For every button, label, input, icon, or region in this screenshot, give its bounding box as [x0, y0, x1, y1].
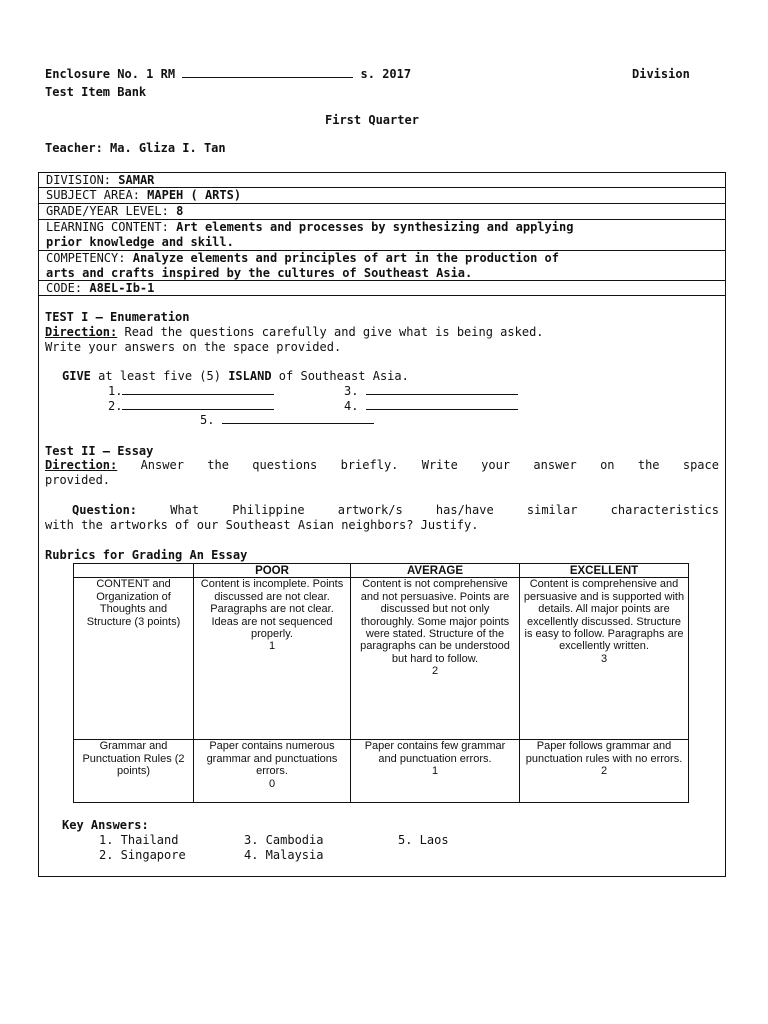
test2-direction: Direction: Answer the questions briefly. Write your answer on the space	[45, 458, 719, 472]
division-word: Division	[632, 67, 690, 81]
answer-blank-4[interactable]: 4.	[344, 399, 518, 413]
test1-title: TEST I – Enumeration	[45, 310, 190, 324]
key-answer-2: 2. Singapore	[99, 848, 186, 862]
rubric-header-blank	[74, 564, 194, 578]
answer-blank-2[interactable]: 2.	[108, 399, 274, 413]
test1-direction: Direction: Read the questions carefully and give what is being asked.	[45, 325, 544, 339]
test1-direction-2: Write your answers on the space provided.	[45, 340, 342, 354]
key-answer-4: 4. Malaysia	[244, 848, 324, 862]
key-answer-1: 1. Thailand	[99, 833, 179, 847]
teacher-line: Teacher: Ma. Gliza I. Tan	[45, 141, 226, 155]
rubric-score: 3	[600, 652, 608, 665]
code-row: CODE: A8EL-Ib-1	[39, 281, 725, 296]
essay-question-2: with the artworks of our Southeast Asian neighbors? Justify.	[45, 518, 479, 532]
rubric-row-content	[74, 578, 689, 740]
rubric-score: 0	[268, 777, 276, 790]
rubric-cell-average: Content is not comprehensive and not persuasive. Points are discussed but not only thoroughly. Some major points were stated. Structure of the paragraphs can be understood but hard to follow. 2	[351, 578, 520, 740]
enclosure-blank	[182, 67, 353, 78]
grade-row: GRADE/YEAR LEVEL: 8	[39, 204, 725, 220]
test2-title: Test II – Essay	[45, 444, 154, 458]
rubric-cell-excellent: Content is comprehensive and persuasive and is supported with details. All major points are excellently discussed. Structure is easy to follow. Paragraphs are excellently written. 3	[520, 578, 689, 740]
essay-question: Question: What Philippine artwork/s has/have similar characteristics	[72, 503, 719, 517]
rubric-cell-average: Paper contains few grammar and punctuation errors. 1	[351, 740, 520, 803]
rubric-header-excellent: EXCELLENT	[520, 564, 689, 578]
subject-row: SUBJECT AREA: MAPEH ( ARTS)	[39, 188, 725, 204]
learning-content-row: LEARNING CONTENT: Art elements and processes by synthesizing and applying prior knowledge and skill.	[39, 220, 725, 251]
rubric-cell-excellent: Paper follows grammar and punctuation rules with no errors. 2	[520, 740, 689, 803]
key-answer-5: 5. Laos	[398, 833, 449, 847]
rubric-score: 1	[268, 640, 276, 653]
answer-blank-1[interactable]: 1.	[108, 384, 274, 398]
test2-direction-2: provided.	[45, 473, 111, 487]
rubric-criterion: CONTENT and Organization of Thoughts and Structure (3 points)	[74, 578, 194, 740]
answer-blank-3[interactable]: 3.	[344, 384, 518, 398]
quarter-title: First Quarter	[325, 113, 419, 127]
competency-row: COMPETENCY: Analyze elements and principles of art in the production of arts and crafts inspired by the cultures of Southeast Asia.	[39, 251, 725, 281]
rubric-score: 2	[600, 765, 608, 778]
key-answer-3: 3. Cambodia	[244, 833, 324, 847]
division-row: DIVISION: SAMAR	[39, 173, 725, 188]
answer-blank-5[interactable]: 5.	[200, 413, 374, 427]
rubric-criterion: Grammar and Punctuation Rules (2 points)	[74, 740, 194, 803]
doc-title: Test Item Bank	[45, 85, 147, 99]
rubric-score: 2	[431, 665, 439, 678]
rubric-title: Rubrics for Grading An Essay	[45, 548, 248, 562]
rubric-header-poor: POOR	[194, 564, 351, 578]
test1-prompt: GIVE at least five (5) ISLAND of Southeast Asia.	[62, 369, 409, 383]
rubric-row-grammar	[74, 740, 689, 803]
rubric-table	[73, 563, 689, 803]
rubric-score: 1	[431, 765, 439, 778]
rubric-cell-poor: Paper contains numerous grammar and punctuations errors. 0	[194, 740, 351, 803]
key-answers-title: Key Answers:	[62, 818, 149, 832]
enclosure-text: Enclosure No. 1 RM s. 2017	[45, 67, 412, 81]
rubric-header-average: AVERAGE	[351, 564, 520, 578]
rubric-header-row	[74, 564, 689, 578]
rubric-cell-poor: Content is incomplete. Points discussed are not clear. Paragraphs are not clear. Ideas are not sequenced properly. 1	[194, 578, 351, 740]
